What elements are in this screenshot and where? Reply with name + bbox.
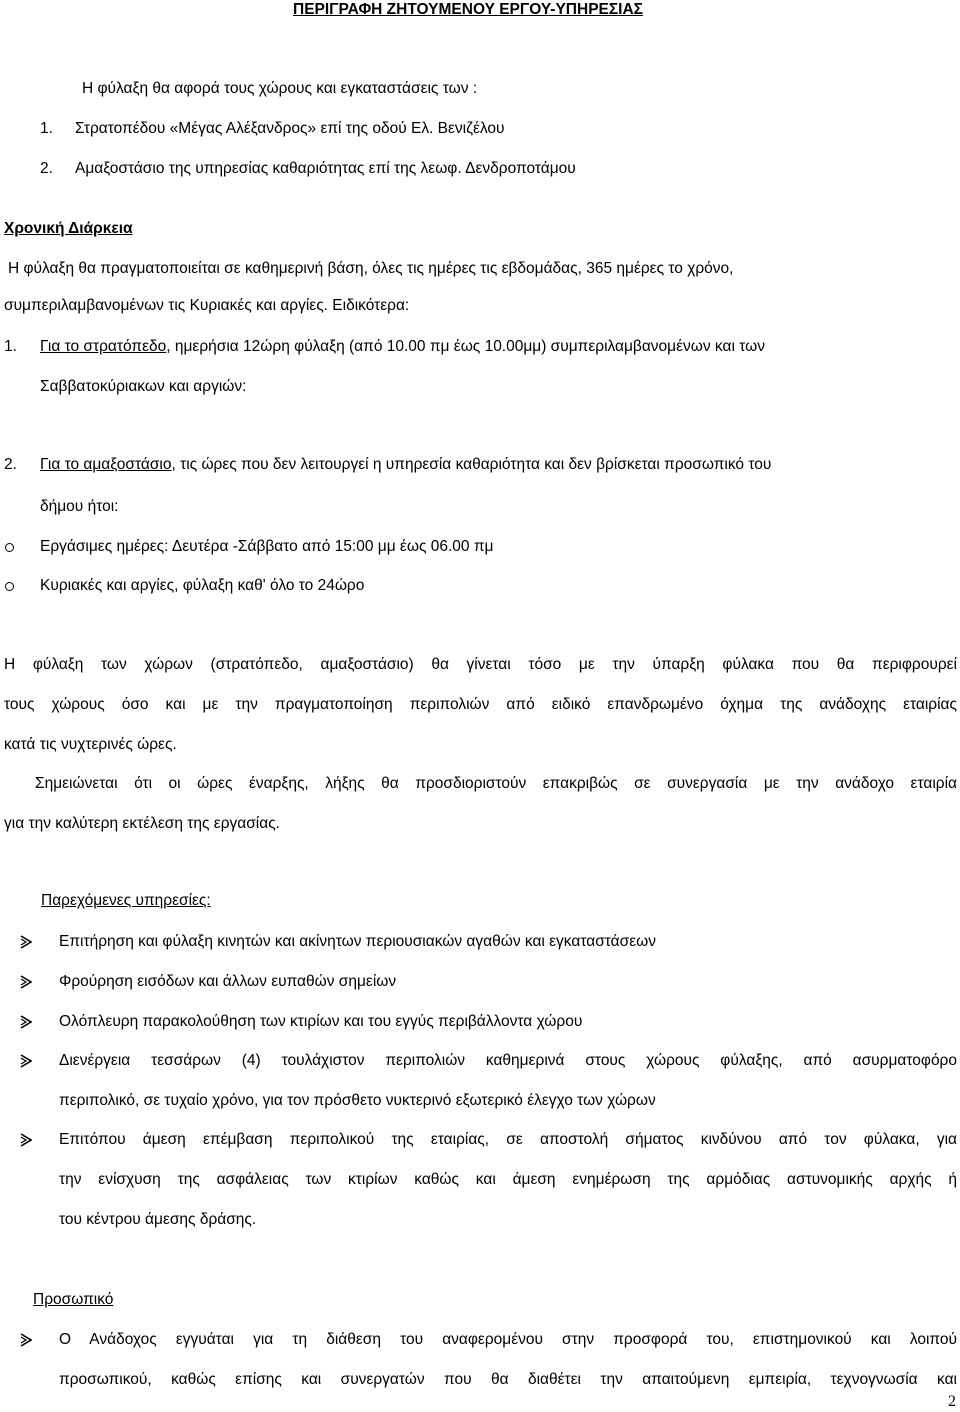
service-item: Διενέργεια τεσσάρων (4) τουλάχιστον περιπολιών καθημερινά στους χώρους φύλαξης, από ασυρματοφόρο bbox=[59, 1052, 957, 1069]
sub-item: Εργάσιμες ημέρες: Δευτέρα -Σάββατο από 15:00 μμ έως 06.00 πμ bbox=[40, 538, 494, 555]
service-item-continuation: περιπολικό, σε τυχαίο χρόνο, για τον πρόσθετο νυκτερινό εξωτερικό έλεγχο των χώρων bbox=[59, 1092, 656, 1109]
depot-description: , τις ώρες που δεν λειτουργεί η υπηρεσία καθαριότητα και δεν βρίσκεται προσωπικό του bbox=[171, 456, 772, 473]
services-heading: Παρεχόμενες υπηρεσίες: bbox=[41, 892, 211, 909]
duration-item-line bbox=[40, 455, 771, 475]
camp-description: , ημερήσια 12ώρη φύλαξη (από 10.00 πμ έως 10.00μμ) συμπεριλαμβανομένων και των bbox=[166, 338, 765, 355]
service-item-continuation: την ενίσχυση της ασφάλειας των κτιρίων καθώς και άμεση ενημέρωση της αρμόδιας αστυνομικής αρχής ή bbox=[59, 1171, 957, 1188]
sub-item: Κυριακές και αργίες, φύλαξη καθ' όλο το 24ώρο bbox=[40, 577, 365, 594]
intro-item-number: 2. bbox=[40, 160, 53, 177]
duration-paragraph-line: συμπεριλαμβανομένων τις Κυριακές και αργίες. Ειδικότερα: bbox=[4, 297, 410, 314]
intro-item-number: 1. bbox=[40, 120, 53, 137]
page-number: 2 bbox=[948, 1393, 956, 1410]
intro-item: Αμαξοστάσιο της υπηρεσίας καθαριότητας επί της λεωφ. Δενδροποτάμου bbox=[75, 160, 576, 177]
camp-label: Για το στρατόπεδο bbox=[40, 338, 167, 355]
duration-item-line: δήμου ήτοι: bbox=[40, 498, 119, 515]
depot-label: Για το αμαξοστάσιο bbox=[40, 456, 172, 473]
service-item: Ολόπλευρη παρακολούθηση των κτιρίων και του εγγύς περιβάλλοντα χώρου bbox=[59, 1013, 583, 1030]
personnel-item: Ο Ανάδοχος εγγυάται για τη διάθεση του αναφερομένου στην προσφορά του, επιστημονικού και λοιπού bbox=[59, 1331, 957, 1348]
paragraph-line: για την καλύτερη εκτέλεση της εργασίας. bbox=[4, 815, 280, 832]
paragraph-line: Σημειώνεται ότι οι ώρες έναρξης, λήξης θα προσδιοριστούν επακριβώς σε συνεργασία με την ανάδοχο εταιρία bbox=[35, 775, 957, 792]
page-title: ΠΕΡΙΓΡΑΦΗ ΖΗΤΟΥΜΕΝΟΥ ΕΡΓΟΥ-ΥΠΗΡΕΣΙΑΣ bbox=[293, 1, 643, 18]
intro-text: Η φύλαξη θα αφορά τους χώρους και εγκαταστάσεις των : bbox=[82, 80, 478, 97]
service-item-continuation: του κέντρου άμεσης δράσης. bbox=[59, 1211, 257, 1228]
circle-bullet-icon bbox=[5, 582, 14, 591]
service-item: Επιτόπου άμεση επέμβαση περιπολικού της εταιρίας, σε αποστολή σήματος κινδύνου από τον φύλακα, για bbox=[59, 1131, 957, 1148]
duration-heading: Χρονική Διάρκεια bbox=[4, 220, 133, 237]
duration-item-line: Σαββατοκύριακων και αργιών: bbox=[40, 378, 247, 395]
duration-item-line bbox=[40, 337, 765, 357]
paragraph-line: κατά τις νυχτερινές ώρες. bbox=[4, 736, 177, 753]
arrow-bullet-icon bbox=[20, 1333, 32, 1347]
intro-item: Στρατοπέδου «Μέγας Αλέξανδρος» επί της οδού Ελ. Βενιζέλου bbox=[75, 120, 505, 137]
arrow-bullet-icon bbox=[20, 935, 32, 949]
paragraph-line: τους χώρους όσο και με την πραγματοποίηση περιπολιών από ειδικό επανδρωμένο όχημα της ανάδοχης εταιρίας bbox=[4, 696, 957, 713]
arrow-bullet-icon bbox=[20, 1015, 32, 1029]
circle-bullet-icon bbox=[5, 543, 14, 552]
arrow-bullet-icon bbox=[20, 1133, 32, 1147]
paragraph-line: Η φύλαξη των χώρων (στρατόπεδο, αμαξοστάσιο) θα γίνεται τόσο με την ύπαρξη φύλακα που θα περιφρουρεί bbox=[4, 656, 957, 673]
service-item: Επιτήρηση και φύλαξη κινητών και ακίνητων περιουσιακών αγαθών και εγκαταστάσεων bbox=[59, 933, 656, 950]
duration-item-number: 2. bbox=[4, 456, 17, 473]
arrow-bullet-icon bbox=[20, 975, 32, 989]
personnel-heading: Προσωπικό bbox=[33, 1291, 114, 1308]
duration-item-number: 1. bbox=[4, 338, 17, 355]
duration-paragraph-line: Η φύλαξη θα πραγματοποιείται σε καθημερινή βάση, όλες τις ημέρες τις εβδομάδας, 365 ημέρες το χρόνο, bbox=[8, 260, 734, 277]
personnel-item-continuation: προσωπικού, καθώς επίσης και συνεργατών που θα διαθέτει την απαιτούμενη εμπειρία, τεχνογνωσία και bbox=[59, 1371, 957, 1388]
service-item: Φρούρηση εισόδων και άλλων ευπαθών σημείων bbox=[59, 973, 397, 990]
arrow-bullet-icon bbox=[20, 1054, 32, 1068]
